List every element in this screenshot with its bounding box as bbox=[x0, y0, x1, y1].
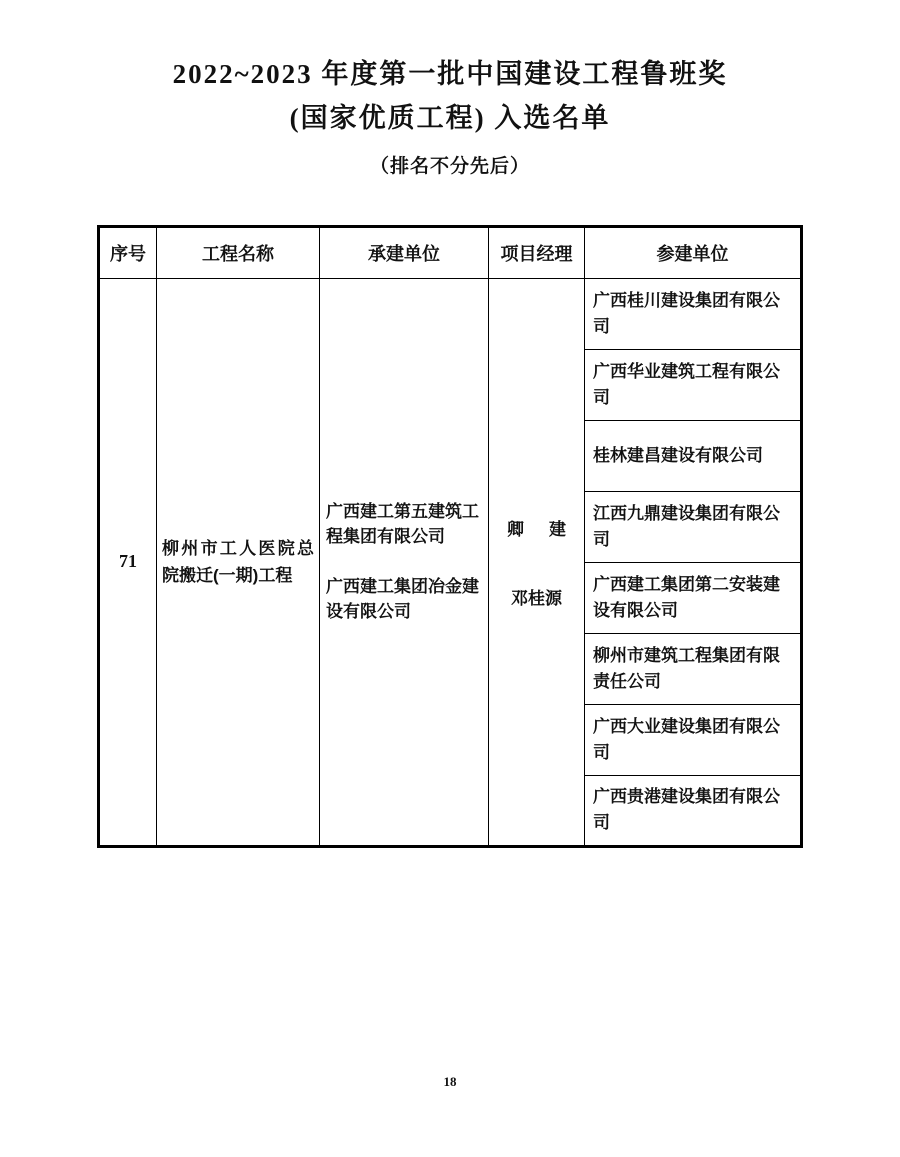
participant-cell: 柳州市建筑工程集团有限责任公司 bbox=[585, 633, 802, 704]
participant-cell: 广西桂川建设集团有限公司 bbox=[585, 278, 802, 349]
table-row bbox=[99, 278, 802, 349]
contractor-name: 广西建工集团冶金建设有限公司 bbox=[326, 576, 479, 622]
table-header-row bbox=[99, 226, 802, 278]
column-header-manager: 项目经理 bbox=[489, 226, 585, 278]
participant-cell: 桂林建昌建设有限公司 bbox=[585, 420, 802, 491]
manager-cell bbox=[489, 278, 585, 846]
participant-cell: 广西贵港建设集团有限公司 bbox=[585, 775, 802, 846]
doc-title-line2: (国家优质工程) 入选名单 bbox=[289, 103, 611, 134]
column-header-project: 工程名称 bbox=[157, 226, 320, 278]
contractor-name: 广西建工第五建筑工程集团有限公司 bbox=[326, 501, 479, 547]
participant-cell: 广西华业建筑工程有限公司 bbox=[585, 349, 802, 420]
manager-name bbox=[489, 515, 584, 540]
participant-cell: 广西大业建设集团有限公司 bbox=[585, 704, 802, 775]
manager-name: 邓桂源 bbox=[511, 588, 562, 608]
project-name-cell: 柳州市工人医院总院搬迁(一期)工程 bbox=[157, 278, 320, 846]
doc-title-line1: 2022~2023 年度第一批中国建设工程鲁班奖 bbox=[172, 59, 728, 89]
contractor-cell bbox=[320, 278, 489, 846]
manager-name-part: 卿 bbox=[507, 519, 524, 539]
participant-cell: 江西九鼎建设集团有限公司 bbox=[585, 491, 802, 562]
column-header-contractor: 承建单位 bbox=[320, 226, 489, 278]
serial-cell: 71 bbox=[99, 278, 157, 846]
doc-subtitle: （排名不分先后） bbox=[369, 155, 530, 177]
page-number: 18 bbox=[443, 1074, 457, 1089]
column-header-serial: 序号 bbox=[99, 226, 157, 278]
participant-cell: 广西建工集团第二安装建设有限公司 bbox=[585, 562, 802, 633]
column-header-participants: 参建单位 bbox=[585, 226, 802, 278]
awards-table bbox=[97, 225, 803, 848]
title-block bbox=[0, 0, 900, 178]
manager-name-part: 建 bbox=[549, 519, 566, 539]
